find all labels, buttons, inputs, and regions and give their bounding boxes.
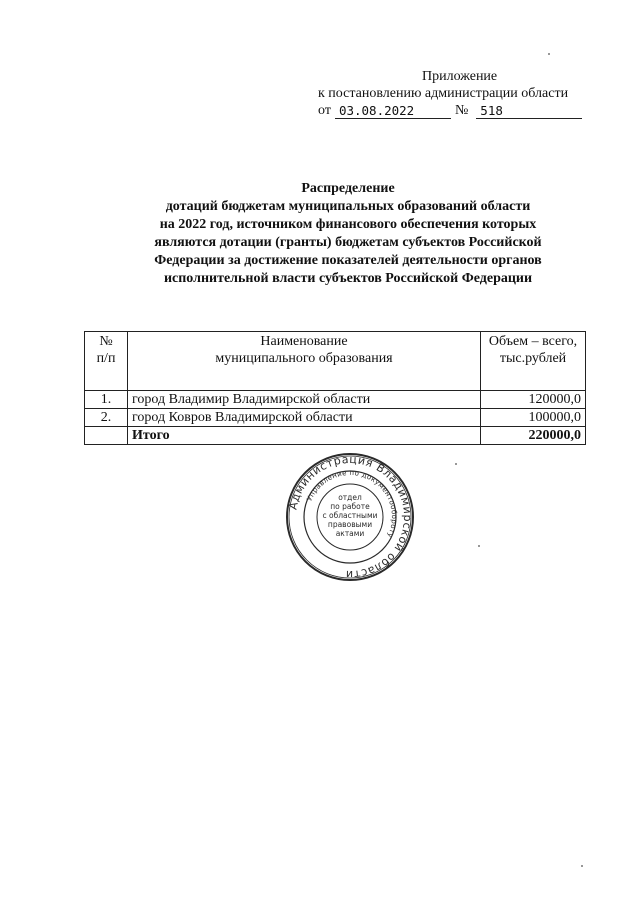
annex-title: Приложение xyxy=(422,69,498,84)
total-volume: 220000,0 xyxy=(481,427,586,445)
stamp-inner-text: Управление по документообороту xyxy=(305,468,399,540)
heading-line: исполнительной власти субъектов Российской Федерации xyxy=(163,271,533,286)
stamp-center-line: отдел xyxy=(338,493,362,502)
total-num xyxy=(85,427,128,445)
document-heading xyxy=(100,180,596,288)
table-row xyxy=(85,391,586,409)
annex-date-row xyxy=(318,102,590,119)
official-stamp xyxy=(285,452,415,582)
table-header-row xyxy=(85,332,586,391)
scan-speck xyxy=(455,463,457,465)
stamp-center-line: актами xyxy=(335,529,365,538)
row-num: 1. xyxy=(85,391,128,409)
stamp-outer-text: Администрация Владимирской области xyxy=(286,452,415,582)
heading-line: Распределение xyxy=(301,181,395,196)
row-volume: 120000,0 xyxy=(481,391,586,409)
heading-line: являются дотации (гранты) бюджетам субъектов Российской xyxy=(154,235,542,250)
total-row xyxy=(85,427,586,445)
scan-speck xyxy=(581,865,583,867)
total-label: Итого xyxy=(128,427,481,445)
annex-block xyxy=(318,68,590,119)
stamp-center-line: по работе xyxy=(330,502,370,511)
header-name xyxy=(128,332,481,391)
decree-number: 518 xyxy=(476,103,582,119)
heading-line: Федерации за достижение показателей деятельности органов xyxy=(154,253,542,268)
distribution-table xyxy=(84,331,586,445)
row-volume: 100000,0 xyxy=(481,409,586,427)
header-num-line: п/п xyxy=(96,351,116,366)
heading-line: на 2022 год, источником финансового обеспечения которых xyxy=(159,217,537,232)
date-prefix: от xyxy=(318,103,331,118)
header-volume xyxy=(481,332,586,391)
annex-subtitle: к постановлению администрации области xyxy=(318,86,569,101)
table-row xyxy=(85,409,586,427)
row-num: 2. xyxy=(85,409,128,427)
heading-line: дотаций бюджетам муниципальных образований области xyxy=(165,199,531,214)
scan-speck xyxy=(548,53,550,55)
header-name-line: муниципального образования xyxy=(215,351,393,366)
number-prefix: № xyxy=(454,103,469,118)
row-name: город Владимир Владимирской области xyxy=(128,391,481,409)
decree-date: 03.08.2022 xyxy=(335,103,451,119)
stamp-center-line: с областными xyxy=(322,511,378,520)
stamp-center xyxy=(323,493,378,538)
header-volume-line: тыс.рублей xyxy=(499,351,567,366)
row-name: город Ковров Владимирской области xyxy=(128,409,481,427)
stamp-center-line: правовыми xyxy=(327,520,373,529)
header-num-line: № xyxy=(99,334,113,349)
header-volume-line: Объем – всего, xyxy=(488,334,578,349)
header-name-line: Наименование xyxy=(260,334,348,349)
scan-speck xyxy=(478,545,480,547)
header-num xyxy=(85,332,128,391)
